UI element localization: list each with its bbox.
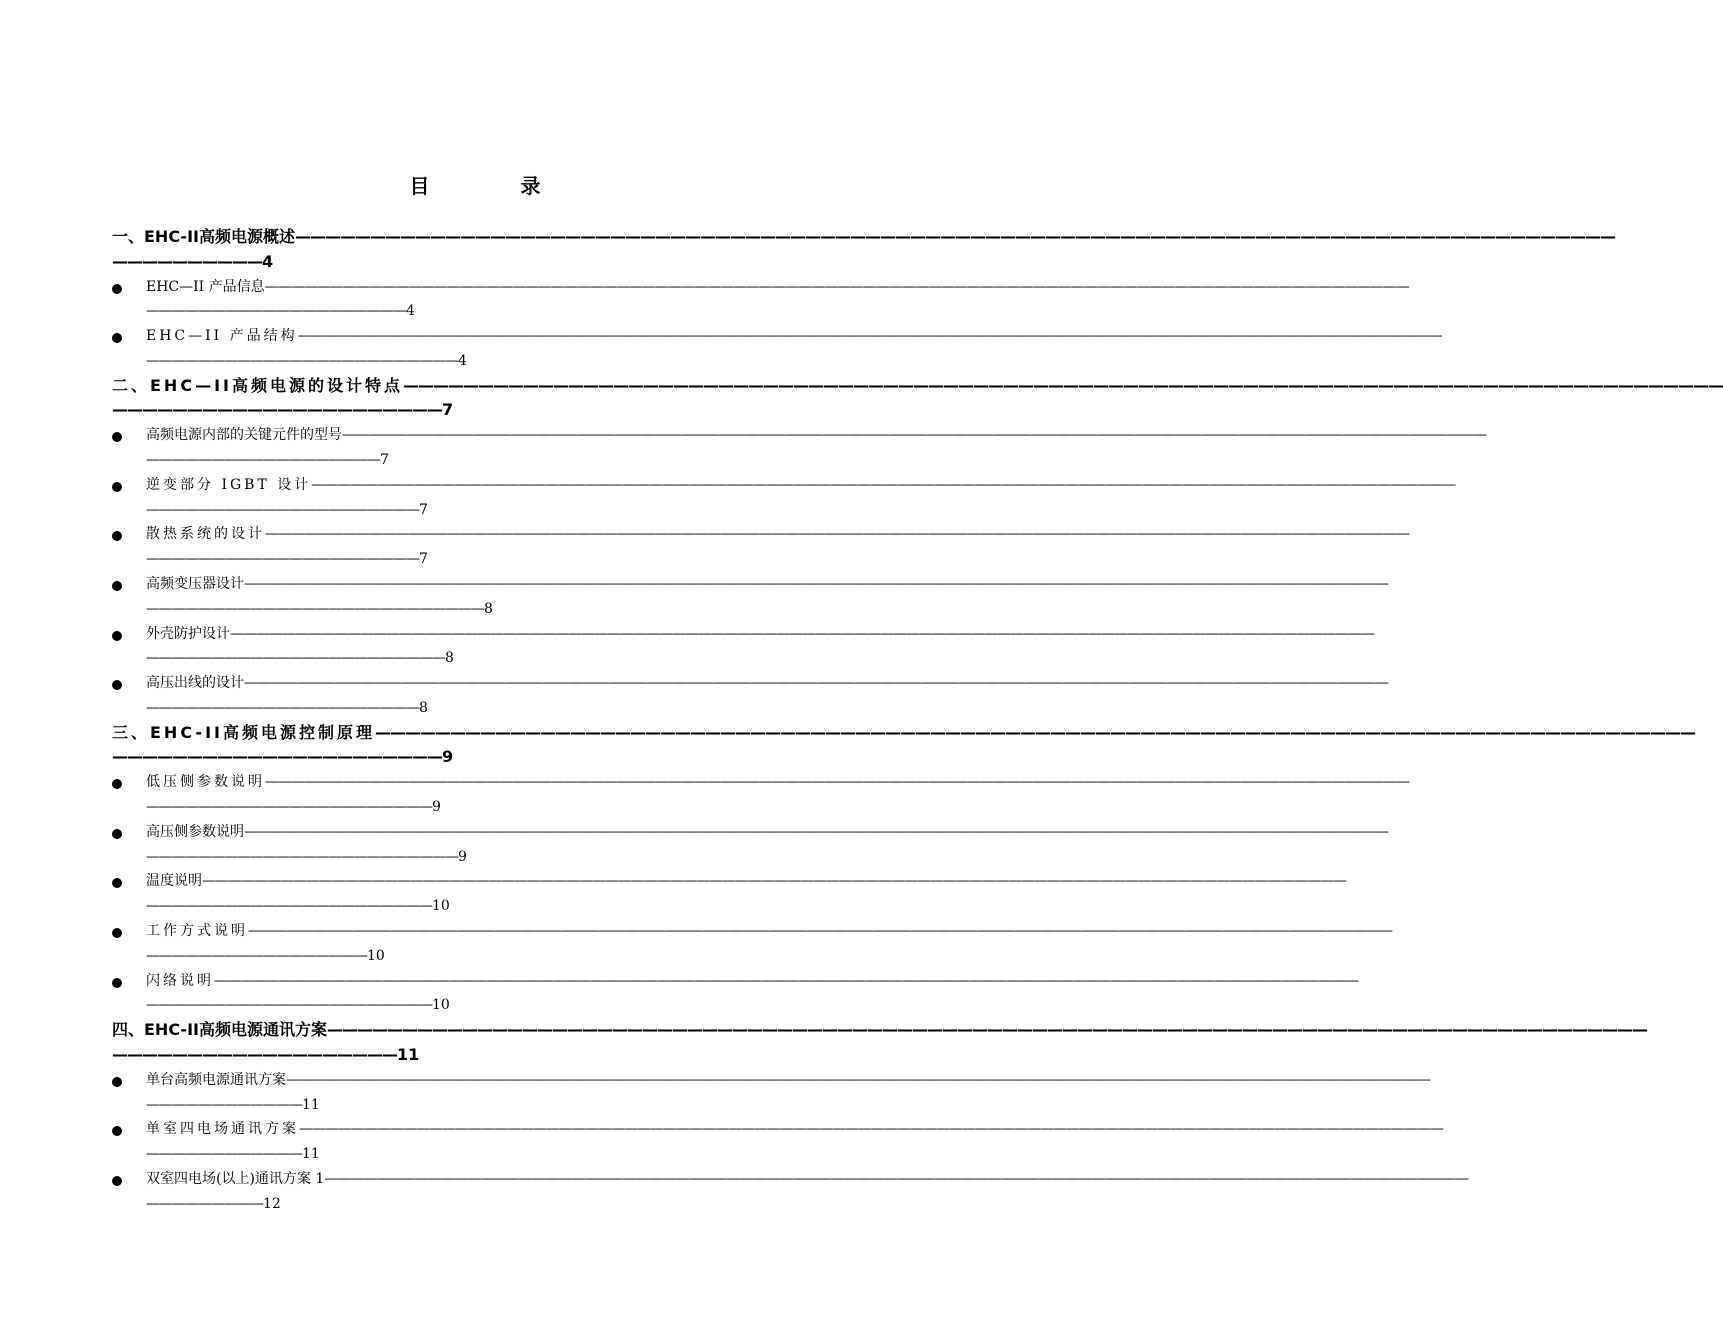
toc-entry[interactable] — [112, 423, 1486, 473]
dot-leader: ————————————————————— — [146, 501, 419, 518]
dot-leader: —————————————————— — [146, 451, 380, 468]
dot-leader: ———————————————————————————————————————————————————————————————————————————————————————— — [297, 328, 1442, 345]
page-number: 12 — [263, 1195, 281, 1212]
bullet-icon — [112, 878, 122, 888]
entry-label: 散热系统的设计 — [146, 526, 265, 543]
bullet-icon — [112, 1176, 122, 1186]
entry-label: 单室四电场通讯方案 — [146, 1121, 299, 1138]
bullet-icon — [112, 631, 122, 641]
toc-entry[interactable] — [112, 522, 1409, 572]
page-number: 4 — [458, 352, 467, 369]
section-label: 四、EHC-II高频电源通讯方案 — [112, 1020, 327, 1040]
toc-section[interactable] — [112, 374, 1723, 423]
dot-leader: ———————————————————————————————————————————————————————————————————————————————————————— — [265, 774, 1409, 791]
toc-section[interactable] — [112, 721, 1695, 770]
toc-entry[interactable] — [112, 919, 1392, 969]
entry-label: 逆变部分 IGBT 设计 — [146, 476, 312, 493]
bullet-icon — [112, 531, 122, 541]
dot-leader: —————————————————————— — [146, 997, 432, 1014]
dot-leader: ———————————————————————— — [146, 848, 458, 865]
dot-leader: ———————————————————————————————————————————————————————————————————————————————————————— — [264, 278, 1409, 295]
toc-entry[interactable] — [112, 1117, 1443, 1167]
toc-entry[interactable] — [112, 622, 1374, 672]
entry-label: 外壳防护设计 — [146, 625, 230, 642]
entry-label: 温度说明 — [146, 873, 202, 890]
page-number: 10 — [432, 898, 450, 915]
toc-entry[interactable] — [112, 572, 1388, 622]
bullet-icon — [112, 928, 122, 938]
page-number: 4 — [406, 303, 415, 320]
toc-entry[interactable] — [112, 324, 1442, 374]
toc-entry[interactable] — [112, 671, 1388, 721]
section-label: 一、EHC-II高频电源概述 — [112, 227, 295, 246]
entry-label: EHC—II 产品信息 — [146, 278, 265, 295]
page-number: 7 — [380, 451, 389, 468]
bullet-icon — [112, 581, 122, 591]
page-number: 4 — [262, 251, 274, 271]
page-number: 9 — [432, 799, 441, 816]
page-number: 7 — [419, 501, 428, 518]
toc-section[interactable] — [112, 1018, 1647, 1067]
bullet-icon — [112, 829, 122, 839]
dot-leader: ———————————————————————————————————————————————————————————————————————————————————————— — [202, 873, 1346, 890]
toc-entry[interactable] — [112, 1167, 1469, 1217]
toc-entry[interactable] — [112, 969, 1358, 1019]
bullet-icon — [112, 482, 122, 492]
dot-leader: ———————————————————————————————————————————————————————————————————————————————————————— — [402, 375, 1723, 395]
dot-leader: ———————————————————————————————————————————————————————————————————————————————————————— — [248, 923, 1392, 940]
page-number: 11 — [397, 1044, 420, 1064]
dot-leader: —————————————————————— — [112, 747, 442, 767]
dot-leader: ———————————————————————— — [146, 352, 458, 369]
page-number: 11 — [302, 1096, 320, 1113]
toc-entry[interactable] — [112, 1068, 1430, 1118]
entry-label: 低压侧参数说明 — [146, 774, 265, 791]
page-number: 9 — [442, 747, 454, 767]
dot-leader: ———————————————————————————————————————————————————————————————————————————————————————— — [244, 675, 1388, 692]
dot-leader: ———————————————————————————————————————————————————————————————————————————————————————— — [294, 227, 1615, 246]
page-number: 8 — [445, 650, 454, 667]
dot-leader: ———————————————————————————————————————————————————————————————————————————————————————— — [265, 526, 1409, 543]
entry-label: 高压侧参数说明 — [146, 823, 244, 840]
toc-entry[interactable] — [112, 869, 1346, 919]
dot-leader: ————————————————— — [146, 947, 367, 964]
page-number: 10 — [367, 947, 385, 964]
dot-leader: ——————————————————————— — [146, 650, 445, 667]
toc-entry[interactable] — [112, 770, 1409, 820]
bullet-icon — [112, 680, 122, 690]
entry-label: 闪络说明 — [146, 972, 214, 989]
entry-label: 高频电源内部的关键元件的型号 — [146, 427, 342, 444]
dot-leader: ———————————— — [146, 1146, 302, 1163]
bullet-icon — [112, 978, 122, 988]
page-number: 7 — [419, 551, 428, 568]
bullet-icon — [112, 284, 122, 294]
dot-leader: —————————————————————— — [112, 400, 442, 420]
toc-title: 目 录 — [409, 174, 583, 198]
dot-leader: ———————————————————————————————————————————————————————————————————————————————————————— — [299, 1121, 1443, 1138]
page-number: 10 — [432, 997, 450, 1014]
entry-label: 工作方式说明 — [146, 923, 248, 940]
dot-leader: ———————————————————— — [146, 303, 406, 320]
dot-leader: ———————————————————————————————————————————————————————————————————————————————————————— — [324, 1170, 1469, 1187]
dot-leader: ———————————————————————————————————————————————————————————————————————————————————————— — [342, 427, 1486, 444]
page-number: 11 — [302, 1146, 320, 1163]
toc-section[interactable] — [112, 225, 1615, 274]
dot-leader: ————————————————————— — [146, 699, 419, 716]
page-number: 7 — [442, 400, 454, 420]
dot-leader: ———————————————————————————————————————————————————————————————————————————————————————— — [286, 1071, 1430, 1088]
dot-leader: ———————————— — [146, 1096, 302, 1113]
dot-leader: —————————————————————— — [146, 799, 432, 816]
toc-entry[interactable] — [112, 275, 1409, 325]
dot-leader: ———————————————————————————————————————————————————————————————————————————————————————— — [214, 972, 1358, 989]
dot-leader: —————————————————————————— — [146, 600, 484, 617]
dot-leader: ———————————————————————————————————————————————————————————————————————————————————————— — [230, 625, 1374, 642]
entry-label: 双室四电场(以上)通讯方案 1 — [146, 1170, 325, 1187]
section-label: 三、EHC-II高频电源控制原理 — [112, 722, 375, 742]
dot-leader: ————————— — [146, 1195, 263, 1212]
bullet-icon — [112, 1126, 122, 1136]
bullet-icon — [112, 1077, 122, 1087]
dot-leader: —————————— — [112, 251, 262, 271]
bullet-icon — [112, 779, 122, 789]
toc-entry[interactable] — [112, 473, 1456, 523]
dot-leader: —————————————————————— — [146, 898, 432, 915]
entry-label: EHC—II 产品结构 — [146, 328, 298, 345]
dot-leader: ———————————————————————————————————————————————————————————————————————————————————————— — [326, 1020, 1647, 1040]
entry-label: 高压出线的设计 — [146, 675, 244, 692]
entry-label: 单台高频电源通讯方案 — [146, 1071, 286, 1088]
page-number: 9 — [458, 848, 467, 865]
toc-entry[interactable] — [112, 820, 1388, 870]
page-number: 8 — [419, 699, 428, 716]
bullet-icon — [112, 432, 122, 442]
dot-leader: ———————————————————————————————————————————————————————————————————————————————————————— — [374, 722, 1695, 742]
table-of-contents — [112, 225, 1723, 1217]
bullet-icon — [112, 333, 122, 343]
section-label: 二、EHC—II高频电源的设计特点 — [112, 375, 403, 395]
dot-leader: ———————————————————————————————————————————————————————————————————————————————————————— — [244, 823, 1388, 840]
dot-leader: ———————————————————————————————————————————————————————————————————————————————————————— — [244, 575, 1388, 592]
dot-leader: ———————————————————————————————————————————————————————————————————————————————————————— — [311, 476, 1456, 493]
dot-leader: ————————————————————— — [146, 551, 419, 568]
page-number: 8 — [484, 600, 493, 617]
dot-leader: ——————————————————— — [112, 1044, 397, 1064]
entry-label: 高频变压器设计 — [146, 575, 244, 592]
